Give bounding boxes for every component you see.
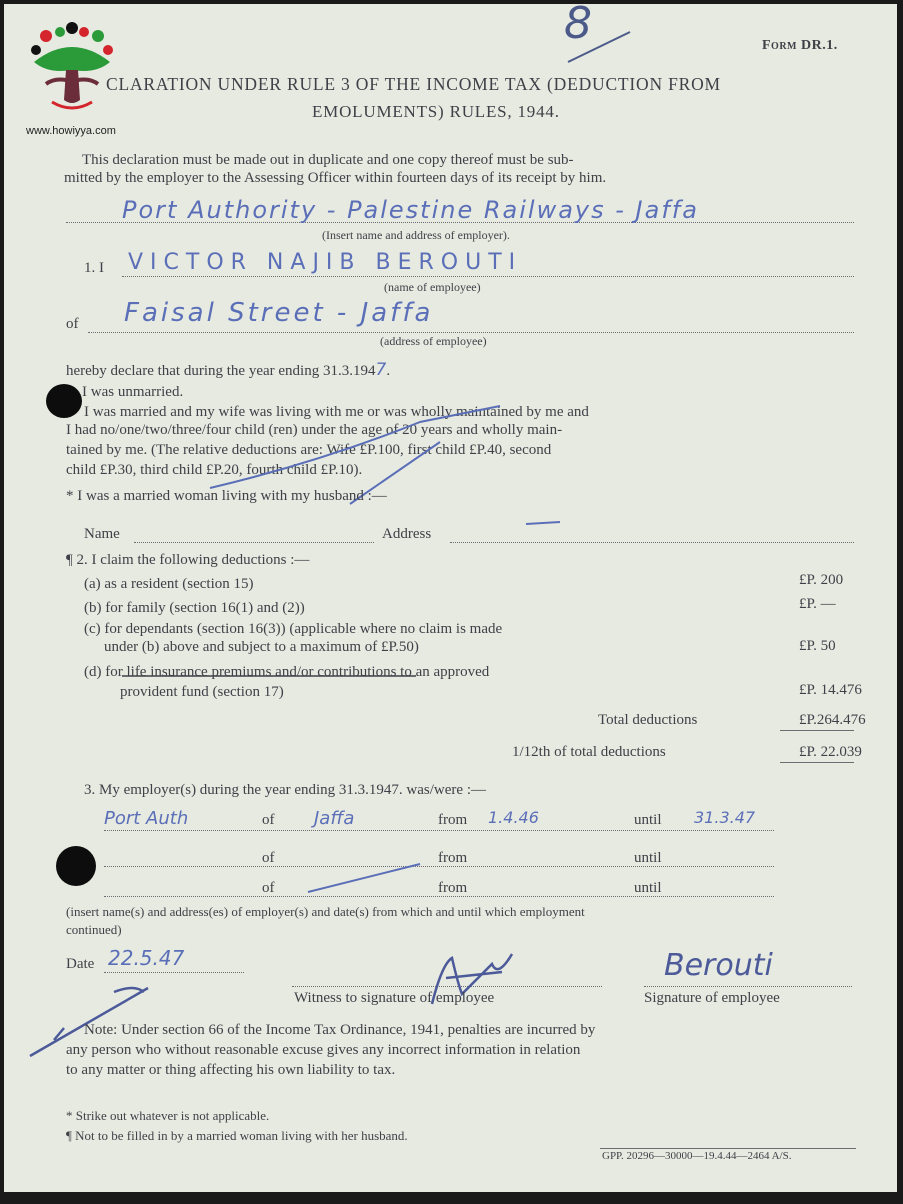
top-annotation: 8 [564,0,592,49]
unmarried-line: I was unmarried. [82,384,184,400]
deduction-c-text: (c) for dependants (section 16(3)) (applicable where no claim is made [84,621,503,637]
ink-blot-1 [46,384,82,418]
address-caption: (address of employee) [380,334,487,348]
title-line-2: EMOLUMENTS) RULES, 1944. [312,102,560,121]
row-strike-icon [304,860,424,896]
form-sheet [4,0,897,1192]
of-label: of [66,316,79,332]
married-line-2: I had no/one/two/three/four child (ren) under the age of 20 years and wholly main- [66,422,563,438]
twelfth-label: 1/12th of total deductions [512,744,666,760]
total-underline [780,730,854,731]
deduction-c-text-2: under (b) above and subject to a maximum of £P.50) [104,639,419,655]
married-line-1: I was married and my wife was living with me or was wholly maintained by me and [84,404,589,420]
row1-from: 1.4.46 [488,808,539,827]
married-line-4: child £P.30, third child £P.20, fourth child £P.10). [66,462,363,478]
employer-row-2-dots [104,866,774,867]
item1-prefix: 1. I [84,260,104,276]
deduction-b-amount: £P. — [799,596,836,612]
total-value: £P.264.476 [799,712,866,728]
title-line-1: CLARATION UNDER RULE 3 OF THE INCOME TAX (DEDUCTION FROM [106,74,721,94]
employer-row-3-dots [104,896,774,897]
row1-until-label: until [634,812,662,828]
intro-line-1: This declaration must be made out in duplicate and one copy thereof must be sub- [82,152,574,168]
declare-year-handwritten: 7 [375,360,387,380]
name-caption: (name of employee) [384,280,481,294]
date-dotted-line [104,972,244,973]
date-label: Date [66,956,95,972]
strikethrough-icon [120,670,420,682]
total-label: Total deductions [598,712,698,728]
footnote-2: ¶ Not to be filled in by a married woman living with her husband. [66,1128,408,1143]
employer-caption: (Insert name and address of employer). [322,228,510,242]
deduction-b-text: (b) for family (section 16(1) and (2)) [84,600,305,616]
deduction-d-amount: £P. 14.476 [799,682,862,698]
employee-name-handwritten: VICTOR NAJIB BEROUTI [128,250,523,275]
ink-blot-2 [56,846,96,886]
item3-header: 3. My employer(s) during the year ending 31.3.1947. was/were :— [84,782,486,798]
deduction-a-amount: £P. 200 [799,572,844,588]
row1-from-label: from [438,812,468,828]
row2-of: of [262,850,275,866]
witness-caption: Witness to signature of employee [294,990,495,1006]
row3-from-label: from [438,880,468,896]
printer-line: GPP. 20296—30000—19.4.44—2464 A/S. [602,1150,792,1162]
row3-of: of [262,880,275,896]
note-line-2: any person who without reasonable excuse gives any incorrect information in relation [66,1042,581,1058]
married-line-3: tained by me. (The relative deductions are: Wife £P.100, first child £P.40, second [66,442,552,458]
row1-until: 31.3.47 [694,808,756,827]
form-id: Form DR.1. [762,38,838,53]
married-woman-line: * I was a married woman living with my husband :— [66,488,387,504]
top-annotation-stroke-icon [564,26,634,66]
row2-until-label: until [634,850,662,866]
insert-note-1: (insert name(s) and address(es) of employer(s) and date(s) from which and until which employment [66,904,585,919]
row1-of: of [262,812,275,828]
address-label: Address [382,526,432,542]
employee-name-dotted-line [122,276,854,277]
signature-dotted-line [644,986,852,987]
deduction-d-text-2: provident fund (section 17) [120,684,284,700]
signature-caption: Signature of employee [644,990,780,1006]
address-handwritten: Faisal Street - Jaffa [124,298,434,328]
row3-until-label: until [634,880,662,896]
name-label: Name [84,526,120,542]
row1-place: Jaffa [314,808,355,829]
logo-text: www.howiyya.com [26,125,116,137]
dash-stroke-icon [524,518,564,528]
signature-handwritten: Berouti [664,948,773,983]
twelfth-value: £P. 22.039 [799,744,862,760]
twelfth-underline [780,762,854,763]
address-dotted-line [88,332,854,333]
name-dotted-line [134,542,374,543]
row1-name: Port Auth [104,808,189,829]
deduction-d-text: (d) for life insurance premiums and/or contributions to an approved [84,664,490,680]
declare-text: hereby declare that during the year ending 31.3.1947. [66,360,391,380]
deduction-a-text: (a) as a resident (section 15) [84,576,254,592]
date-handwritten: 22.5.47 [108,946,185,970]
employer-row-3 [104,880,834,902]
row2-from-label: from [438,850,468,866]
employer-handwritten: Port Authority - Palestine Railways - Jaffa [122,196,699,224]
note-line-1: Note: Under section 66 of the Income Tax Ordinance, 1941, penalties are incurred by [84,1022,596,1038]
footnote-1: * Strike out whatever is not applicable. [66,1108,270,1123]
address-woman-dotted-line [450,542,854,543]
printer-rule [600,1148,856,1149]
tree-logo-icon [26,22,118,118]
deduction-c-amount: £P. 50 [799,638,836,654]
intro-line-2: mitted by the employer to the Assessing Officer within fourteen days of its receipt by him. [64,170,607,186]
insert-note-2: continued) [66,922,122,937]
item2-header: ¶ 2. I claim the following deductions :— [66,552,310,568]
employer-row-2 [104,850,834,872]
employer-row-1-dots [104,830,774,831]
declare-text-printed: hereby declare that during the year ending 31.3.194 [66,363,376,379]
note-line-3: to any matter or thing affecting his own liability to tax. [66,1062,396,1078]
